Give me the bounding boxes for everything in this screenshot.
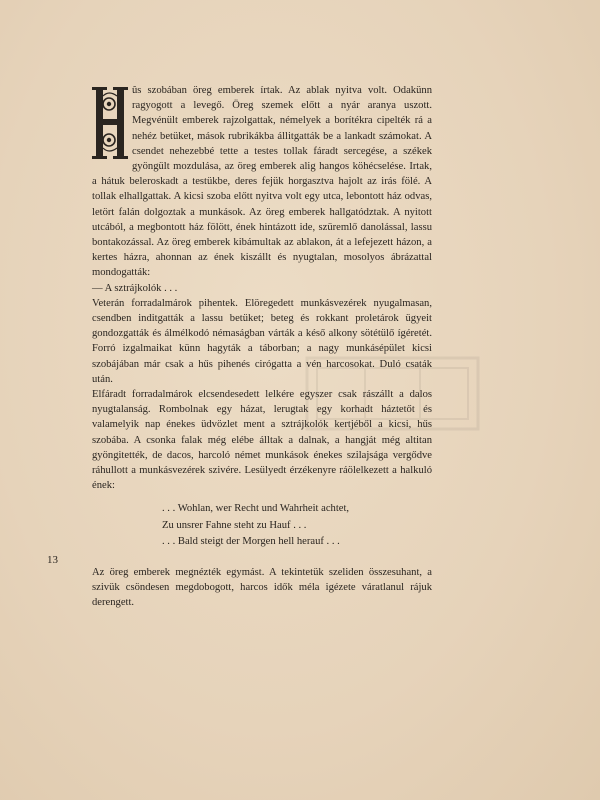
paragraph-3: Elfáradt forradalmárok elcsendesedett lelkére egyszer csak rászállt a dalos nyugtalanság. Rombolnak egy házat, lerugtak egy korhadt háztetőt és valamelyik nap énekes üdvözlet ment a sztrájkolók kertjéből a kicsi, hűs szobába. A csonka falak még elébe álltak a dalnak, a hangját még altitan gyöngitették, de dacos, harcoló német munkások énekes szilajsága vergődve ráhullott a munkásvezérek szivére. Lesülyedt érzékenyre ráölelkezett a halkuló ének:	[92, 389, 432, 492]
quote-line: — A sztrájkolók . . .	[92, 282, 178, 294]
ornamental-dropcap-h	[90, 86, 128, 160]
text-block	[92, 83, 432, 611]
dropcap-h-icon	[90, 86, 128, 160]
poem-stanza	[162, 501, 432, 551]
opening-paragraph	[92, 83, 432, 281]
page-number: 13	[47, 554, 58, 566]
poem-line: . . . Wohlan, wer Recht und Wahrheit achtet,	[162, 503, 350, 515]
poem-line: Zu unsrer Fahne steht zu Hauf . . .	[162, 519, 307, 531]
poem-line: . . . Bald steigt der Morgen hell herauf . . .	[162, 536, 340, 548]
paragraph-1: ûs szobában öreg emberek írtak. Az ablak nyitva volt. Odakünn ragyogott a levegő. Öreg szemek előtt a nyár aranya uszott. Megvénült emberek rajzolgattak, némelyek a borítékra cipelték rá a nehéz betüket, mások rubrikákba állitgatták be a lankadt számokat. A csendet nehezebbé tette a testes tollak fáradt sercegése, a székek gyöngült mozdulása, az öreg emberek alig hangos köhécselése. Irtak, a hátuk beleroskadt a testükbe, deres fejük horgasztva hajolt az irás fölé. A tollak elhallgattak. A kicsi szoba előtt nyitva volt egy utca, lebontott ház odvas, letört falán dolgoztak a munkások. Az öreg emberek hallgatództak. A nyitott utcából, a megbontott ház fölött, ének hintázott ide, szüremlő danolással, lassu bontakozással. Az öreg emberek kibámultak az ablakon, át a lefejezett házon, a kertes házra, ahonnan az ének kiszállt és nyugtalan, mosolyos ábrázattal mondogatták:	[92, 85, 432, 279]
paragraph-2: Veterán forradalmárok pihentek. Elöregedett munkásvezérek nyugalmasan, csendben inditgatták a lassu betüket; beteg és rokkant proletárok ügyeit gondozgatták és álmélkodó némaságban várták a késő alkony sötétülő ígéretét. Forró izgalmaikat künn hagyták a táborban; a nagy munkásépület kicsi szobájában már csak a hűs pihenés cirógatta a vén harcosokat. Duló csaták után.	[92, 297, 432, 385]
paragraph-4: Az öreg emberek megnézték egymást. A tekintetük szeliden összesuhant, a szivük csöndesen megdobogott, harcos idők méla igézete váratlanul rájuk derengett.	[92, 566, 432, 609]
